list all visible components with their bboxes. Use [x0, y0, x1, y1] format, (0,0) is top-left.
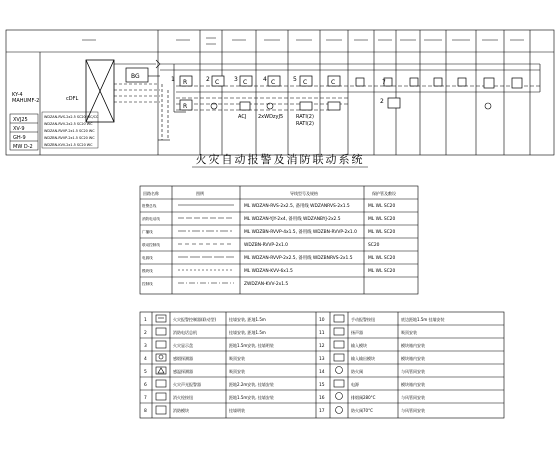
svg-text:R: R — [183, 103, 188, 110]
svg-text:C: C — [215, 79, 220, 86]
svg-text:火灾显示盘: 火灾显示盘 — [173, 343, 193, 348]
legend-left-nos — [144, 317, 147, 414]
wiring-table-cables — [244, 202, 357, 287]
svg-text:ACJ: ACJ — [238, 114, 247, 120]
svg-text:17: 17 — [319, 409, 325, 414]
svg-text:12: 12 — [319, 344, 325, 349]
svg-text:防火阀: 防火阀 — [351, 369, 363, 374]
riser-device-labels — [238, 114, 314, 127]
svg-text:C: C — [303, 79, 308, 86]
svg-text:RATI(2): RATI(2) — [296, 114, 314, 120]
svg-text:回路名称: 回路名称 — [143, 191, 159, 196]
cabinet-tag: cDFL — [66, 96, 79, 102]
svg-text:火灾报警控制器(联动型): 火灾报警控制器(联动型) — [173, 317, 217, 322]
svg-text:保护管及敷设: 保护管及敷设 — [372, 191, 396, 196]
svg-text:感烟探测器: 感烟探测器 — [173, 356, 193, 361]
svg-text:输入输出模块: 输入输出模块 — [351, 356, 375, 361]
svg-text:ML WL SC20: ML WL SC20 — [368, 256, 396, 261]
svg-text:3: 3 — [144, 344, 147, 349]
svg-text:感温探测器: 感温探测器 — [173, 369, 193, 374]
svg-text:模块箱内安装: 模块箱内安装 — [401, 356, 425, 361]
svg-text:与风管同安装: 与风管同安装 — [401, 369, 425, 374]
svg-text:WDZAN-RVVP-2x1.5 SC20 WC: WDZAN-RVVP-2x1.5 SC20 WC — [44, 129, 95, 133]
svg-text:距地1.5m安装, 挂墙明装: 距地1.5m安装, 挂墙明装 — [229, 343, 274, 348]
svg-text:GH-9: GH-9 — [13, 135, 26, 141]
svg-text:排烟阀280°C: 排烟阀280°C — [351, 395, 376, 400]
svg-text:R: R — [183, 79, 188, 86]
svg-text:4: 4 — [263, 76, 267, 83]
svg-text:MW D-2: MW D-2 — [13, 144, 33, 150]
svg-text:WDZAN-RVS-2x2.5 SC20 WC/CC: WDZAN-RVS-2x2.5 SC20 WC/CC — [44, 115, 99, 119]
svg-text:图例: 图例 — [196, 191, 204, 196]
svg-text:MAHUMF-2: MAHUMF-2 — [12, 98, 40, 104]
svg-text:距地1.5m安装, 挂墙安装: 距地1.5m安装, 挂墙安装 — [229, 395, 274, 400]
svg-text:2: 2 — [206, 76, 210, 83]
svg-text:电源线: 电源线 — [142, 256, 153, 260]
svg-text:XVJ25: XVJ25 — [13, 117, 28, 123]
svg-text:报警总线: 报警总线 — [142, 204, 157, 208]
svg-text:模块线: 模块线 — [142, 269, 153, 273]
column-header-marks — [82, 38, 524, 44]
svg-text:吸顶安装: 吸顶安装 — [229, 369, 245, 374]
svg-text:13: 13 — [319, 357, 325, 362]
legend-left-names — [173, 316, 217, 413]
svg-text:7: 7 — [382, 79, 386, 86]
svg-text:吸顶安装: 吸顶安装 — [401, 330, 417, 335]
svg-text:消火栓按钮: 消火栓按钮 — [173, 395, 193, 400]
floor-panel — [12, 92, 39, 104]
svg-text:模块箱内安装: 模块箱内安装 — [401, 343, 425, 348]
svg-text:与风管同安装: 与风管同安装 — [401, 395, 425, 400]
svg-text:挂墙明装: 挂墙明装 — [229, 408, 245, 413]
svg-text:挂墙安装, 距地1.5m: 挂墙安装, 距地1.5m — [229, 317, 266, 322]
svg-text:底边距地1.5m 挂墙安装: 底边距地1.5m 挂墙安装 — [401, 317, 445, 322]
svg-text:消防电话线: 消防电话线 — [142, 217, 160, 221]
svg-text:ML WDZAN-RVS-2x2.5, 备用线 WDZANR: ML WDZAN-RVS-2x2.5, 备用线 WDZANRVS-2x1.5 — [244, 204, 350, 209]
svg-text:ML WDZAN-KVV-6x1.5: ML WDZAN-KVV-6x1.5 — [244, 269, 293, 274]
legend-table — [140, 312, 504, 418]
svg-text:ML WL SC20: ML WL SC20 — [368, 204, 396, 209]
svg-text:15: 15 — [319, 383, 325, 388]
svg-text:ML WDZAN-RVVP-2x2.5, 备用线 WDZBN: ML WDZAN-RVVP-2x2.5, 备用线 WDZBNRVS-2x1.5 — [244, 256, 353, 261]
svg-text:距地2.2m安装, 挂墙安装: 距地2.2m安装, 挂墙安装 — [229, 382, 274, 387]
svg-text:ZWDZAN-KVV-2x1.5: ZWDZAN-KVV-2x1.5 — [244, 282, 289, 287]
svg-text:电源: 电源 — [351, 382, 359, 387]
svg-text:联动控制线: 联动控制线 — [142, 243, 160, 247]
legend-right-nos — [319, 317, 325, 414]
svg-text:扬声器: 扬声器 — [351, 330, 363, 335]
riser-device-letters — [183, 79, 335, 110]
svg-text:WDZBN-RVVP-2x1.0: WDZBN-RVVP-2x1.0 — [244, 243, 288, 248]
svg-text:C: C — [331, 79, 336, 86]
wire-notes — [44, 115, 99, 147]
svg-text:ML WDZAN-YJY-2x4, 备用线 WDZANBYJ: ML WDZAN-YJY-2x4, 备用线 WDZANBYJ-2x2.5 — [244, 217, 341, 222]
wiring-table — [140, 186, 418, 294]
svg-text:C: C — [243, 79, 248, 86]
svg-text:C: C — [271, 79, 276, 86]
svg-text:吸顶安装: 吸顶安装 — [229, 356, 245, 361]
wiring-table-headers — [143, 190, 396, 196]
control-cabinet-icon — [86, 60, 114, 122]
svg-text:8: 8 — [144, 409, 147, 414]
svg-text:RATI(2): RATI(2) — [296, 121, 314, 127]
svg-text:1: 1 — [144, 318, 147, 323]
svg-text:导线型号及规格: 导线型号及规格 — [290, 191, 318, 196]
svg-text:XV-9: XV-9 — [13, 126, 25, 132]
ctrl-tag: BG — [131, 73, 140, 80]
svg-text:6: 6 — [144, 383, 147, 388]
svg-text:火灾声光报警器: 火灾声光报警器 — [173, 382, 201, 387]
svg-text:2: 2 — [380, 98, 384, 105]
drawing-title: 火灾自动报警及消防联动系统 — [195, 153, 365, 166]
svg-text:16: 16 — [319, 396, 325, 401]
svg-text:5: 5 — [293, 76, 297, 83]
svg-text:11: 11 — [319, 331, 325, 336]
svg-text:控制线: 控制线 — [142, 282, 153, 286]
svg-text:2: 2 — [144, 331, 147, 336]
svg-text:ML WL SC20: ML WL SC20 — [368, 230, 396, 235]
legend-right-notes — [401, 316, 445, 413]
svg-text:WDZAN-RVV-2x2.5 SC20 WC: WDZAN-RVV-2x2.5 SC20 WC — [44, 122, 93, 126]
legend-symbols-left — [156, 315, 166, 414]
svg-text:消防电话总机: 消防电话总机 — [173, 330, 197, 335]
svg-text:ML WL SC20: ML WL SC20 — [368, 217, 396, 222]
svg-text:10: 10 — [319, 318, 325, 323]
svg-text:2xWDzyJ5: 2xWDzyJ5 — [258, 114, 284, 120]
svg-text:广播线: 广播线 — [142, 230, 153, 234]
wiring-table-names — [142, 203, 160, 286]
svg-text:模块箱内安装: 模块箱内安装 — [401, 382, 425, 387]
svg-text:WDZBN-KVV-2x1.5 SC20 WC: WDZBN-KVV-2x1.5 SC20 WC — [44, 143, 93, 147]
svg-text:ML WDZBN-RVVP-4x1.5, 备用线 WDZBN: ML WDZBN-RVVP-4x1.5, 备用线 WDZBN-RVVP-2x1.0 — [244, 230, 357, 235]
svg-text:1: 1 — [171, 76, 175, 83]
svg-text:3: 3 — [234, 76, 238, 83]
svg-text:KY-4: KY-4 — [12, 92, 23, 98]
svg-text:手动报警按钮: 手动报警按钮 — [351, 317, 375, 322]
svg-text:ML WL SC20: ML WL SC20 — [368, 269, 396, 274]
svg-text:14: 14 — [319, 370, 325, 375]
floor-rows — [13, 117, 33, 150]
legend-left-notes — [229, 316, 274, 413]
svg-text:7: 7 — [144, 396, 147, 401]
svg-text:SC20: SC20 — [368, 243, 380, 248]
riser-devices — [180, 76, 522, 110]
legend-right-names — [351, 316, 376, 413]
wiring-table-pipes — [368, 203, 395, 274]
svg-text:输入模块: 输入模块 — [351, 343, 367, 348]
svg-text:5: 5 — [144, 370, 147, 375]
svg-text:防火阀70°C: 防火阀70°C — [351, 408, 373, 413]
svg-text:WDZBN-RVVP-2x1.5 SC20 WC: WDZBN-RVVP-2x1.5 SC20 WC — [44, 136, 95, 140]
svg-text:4: 4 — [144, 357, 147, 362]
svg-text:挂墙安装, 距地1.5m: 挂墙安装, 距地1.5m — [229, 330, 266, 335]
svg-text:消防模块: 消防模块 — [173, 408, 189, 413]
svg-text:与风管同安装: 与风管同安装 — [401, 408, 425, 413]
